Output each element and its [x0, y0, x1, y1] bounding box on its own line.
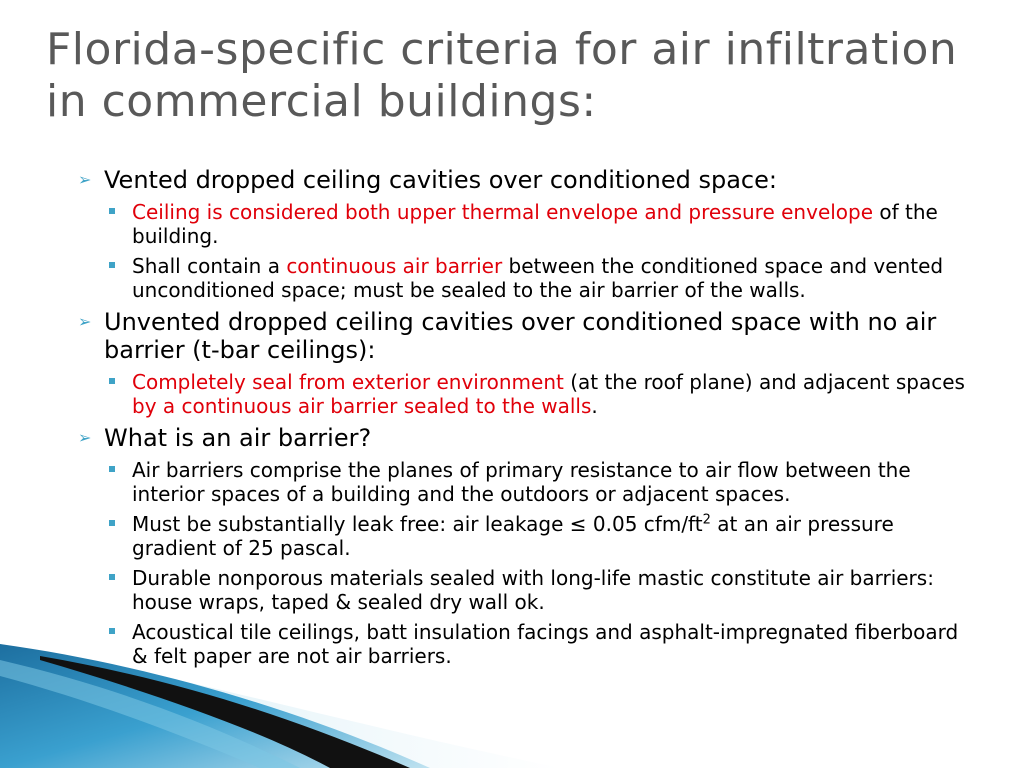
sub-bullet: Durable nonporous materials sealed with long-life mastic constitute air barriers: house wraps, taped & sealed dry wall ok.	[104, 566, 978, 614]
sub-bullet: Ceiling is considered both upper thermal envelope and pressure envelope of the building.	[104, 200, 978, 248]
red-highlight: Completely seal from exterior environment	[132, 370, 564, 394]
sub-bullet: Must be substantially leak free: air leakage ≤ 0.05 cfm/$ft^2$ at an air pressure gradient of 25 pascal.	[104, 512, 978, 560]
sub-bullet: Acoustical tile ceilings, batt insulation facings and asphalt-impregnated fiberboard & felt paper are not air barriers.	[104, 620, 978, 668]
red-highlight: Ceiling is considered both upper thermal envelope and pressure envelope	[132, 200, 874, 224]
slide-title: Florida-specific criteria for air infiltration in commercial buildings:	[46, 24, 958, 127]
sub-bullet: Shall contain a continuous air barrier between the conditioned space and vented unconditioned space; must be sealed to the air barrier of the walls.	[104, 254, 978, 302]
square-bullet-icon	[109, 466, 115, 472]
square-bullet-icon	[109, 262, 115, 268]
sub-bullet: Air barriers comprise the planes of primary resistance to air flow between the interior spaces of a building and the outdoors or adjacent spaces.	[104, 458, 978, 506]
decorative-wave	[0, 600, 560, 768]
red-highlight: continuous air barrier	[286, 254, 503, 278]
sub-bullet: Completely seal from exterior environment (at the roof plane) and adjacent spaces by a continuous air barrier sealed to the walls.	[104, 370, 978, 418]
bullet-unvented-ceiling: ➢ Unvented dropped ceiling cavities over conditioned space with no air barrier (t-bar ceilings):	[78, 308, 937, 364]
red-highlight: by a continuous air barrier sealed to the walls	[132, 394, 592, 418]
square-bullet-icon	[109, 378, 115, 384]
bullet-vented-ceiling: ➢ Vented dropped ceiling cavities over conditioned space:	[78, 166, 777, 194]
bullet-what-is-air-barrier: ➢ What is an air barrier?	[78, 424, 372, 452]
bullet-list	[78, 166, 978, 674]
square-bullet-icon	[109, 520, 115, 526]
chevron-right-icon: ➢	[78, 312, 92, 331]
square-bullet-icon	[109, 574, 115, 580]
chevron-right-icon: ➢	[78, 170, 92, 189]
square-bullet-icon	[109, 208, 115, 214]
chevron-right-icon: ➢	[78, 428, 92, 447]
